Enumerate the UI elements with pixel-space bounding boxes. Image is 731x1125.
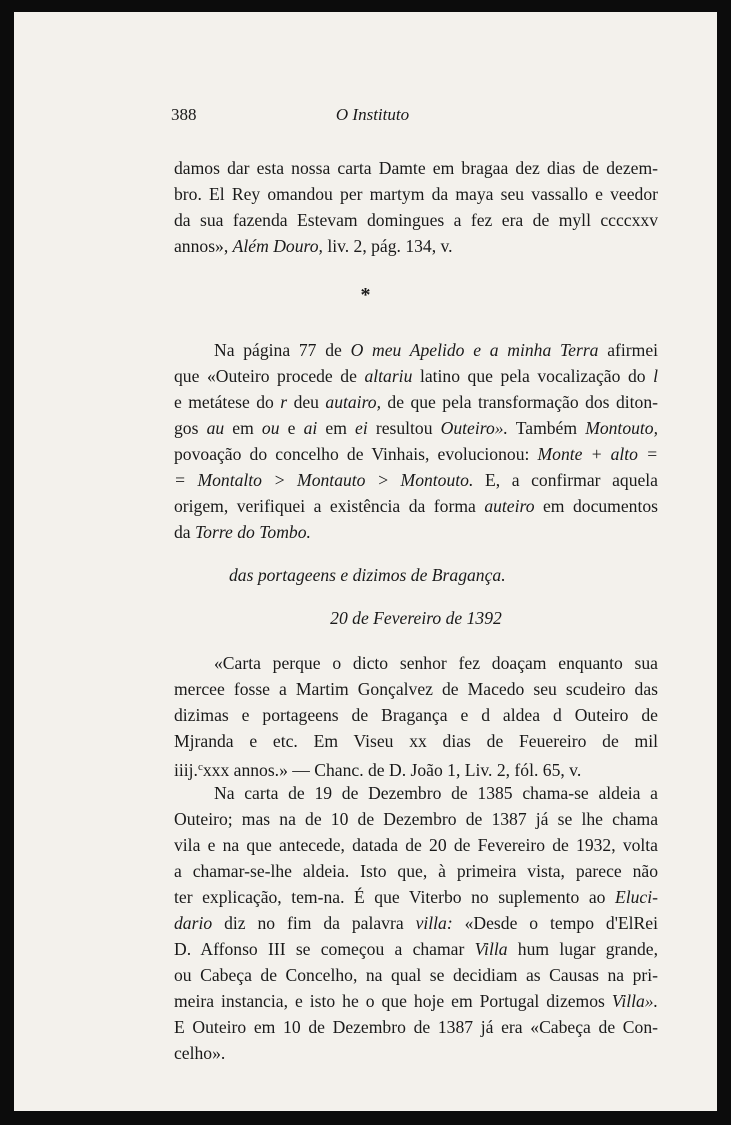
text-span: da	[174, 522, 191, 542]
etymology-formula: Monte + alto =	[537, 444, 658, 464]
section-separator: *	[360, 284, 371, 306]
text-span: em documentos	[543, 496, 659, 516]
text-line: da sua fazenda Estevam domingues a fez era de myll ccccxxv	[174, 210, 658, 230]
text-span: latino que pela vocalização do	[419, 366, 646, 386]
italic-word: Villa».	[611, 991, 658, 1011]
text-line: a chamar-se-lhe aldeia. Isto que, à primeira vista, parece não	[174, 861, 658, 881]
text-line: damos dar esta nossa carta Damte em bragaa dez dias de dezem-	[174, 158, 658, 178]
text-span: povoação do concelho de Vinhais, evolucionou:	[174, 444, 530, 464]
text-span: diz no fim da palavra	[224, 913, 404, 933]
text-span: xxx annos.» — Chanc. de D. João 1, Liv. 2, fól. 65, v.	[202, 760, 582, 780]
italic-word: autairo,	[325, 392, 381, 412]
italic-word: au	[206, 418, 225, 438]
text-line: dizimas e portageens de Bragança e d aldea d Outeiro de	[174, 705, 658, 725]
text-span: afirmei	[607, 340, 659, 360]
page-number: 388	[171, 105, 197, 124]
text-line: celho».	[174, 1043, 226, 1063]
text-span: annos»,	[174, 236, 229, 256]
running-title: O Instituto	[335, 105, 410, 124]
italic-word: ei	[355, 418, 368, 438]
italic-word: Outeiro».	[440, 418, 508, 438]
citation-title: Além Douro,	[232, 236, 323, 256]
text-span: de que pela transformação dos diton-	[387, 392, 658, 412]
text-span: iiij.	[174, 760, 198, 780]
text-span: D. Affonso III se começou a chamar	[174, 939, 465, 959]
text-span: Também	[515, 418, 578, 438]
document-date: 20 de Fevereiro de 1392	[330, 608, 502, 628]
italic-word: ai	[303, 418, 318, 438]
etymology-formula: = Montalto > Montauto > Montouto.	[174, 470, 474, 490]
text-span: meira instancia, e isto he o que hoje em Portugal dizemos	[174, 991, 605, 1011]
text-line: Outeiro; mas na de 10 de Dezembro de 1387 já se lhe chama	[174, 809, 658, 829]
text-line	[174, 442, 658, 466]
superscript: c	[197, 761, 203, 773]
text-line	[174, 390, 658, 414]
italic-word: altariu	[364, 366, 413, 386]
text-line: ou Cabeça de Concelho, na qual se decidiam as Causas na pri-	[174, 965, 658, 985]
text-span: «Desde o tempo d'ElRei	[464, 913, 658, 933]
text-line	[174, 416, 658, 440]
text-line	[174, 520, 658, 544]
italic-word: villa:	[415, 913, 453, 933]
italic-word: dario	[174, 913, 213, 933]
document-subhead: das portageens e dizimos de Bragança.	[229, 565, 506, 585]
text-line: Na carta de 19 de Dezembro de 1385 chama-se aldeia a	[214, 783, 658, 803]
italic-word: auteiro	[484, 496, 535, 516]
text-line	[174, 338, 658, 362]
text-span: origem, verifiquei a existência da forma	[174, 496, 476, 516]
text-line: E Outeiro em 10 de Dezembro de 1387 já era «Cabeça de Con-	[174, 1017, 658, 1037]
text-span: e metátese do	[174, 392, 274, 412]
book-title: O meu Apelido e a minha Terra	[350, 340, 599, 360]
italic-word: Villa	[474, 939, 508, 959]
text-line: bro. El Rey omandou per martym da maya seu vassallo e veedor	[174, 184, 658, 204]
text-span: E, a confirmar aquela	[484, 470, 658, 490]
text-span: e	[287, 418, 296, 438]
italic-word: l	[653, 366, 659, 386]
text-span: deu	[293, 392, 319, 412]
book-page	[14, 12, 717, 1111]
text-span: liv. 2, pág. 134, v.	[327, 236, 453, 256]
italic-word: ou	[261, 418, 280, 438]
text-span: em	[232, 418, 254, 438]
text-span: em	[325, 418, 347, 438]
text-line	[174, 885, 658, 909]
text-line	[174, 911, 658, 935]
italic-word: r	[280, 392, 288, 412]
archive-title: Torre do Tombo.	[195, 522, 311, 542]
text-line	[174, 755, 658, 782]
text-line: Mjranda e etc. Em Viseu xx dias de Feuereiro de mil	[174, 731, 658, 751]
text-span: resultou	[375, 418, 433, 438]
text-span: Na página 77 de	[214, 340, 342, 360]
text-line: vila e na que antecede, datada de 20 de Fevereiro de 1932, volta	[174, 835, 658, 855]
text-span: ter explicação, tem-na. É que Viterbo no suplemento ao	[174, 887, 606, 907]
text-line	[174, 468, 658, 492]
italic-word: Montouto,	[585, 418, 659, 438]
running-header	[171, 105, 574, 131]
text-line	[174, 364, 658, 388]
text-line: mercee fosse a Martim Gonçalvez de Macedo seu scudeiro das	[174, 679, 658, 699]
text-line: «Carta perque o dicto senhor fez doaçam enquanto sua	[214, 653, 658, 673]
text-line	[174, 234, 658, 258]
italic-word: Eluci-	[615, 887, 658, 907]
text-span: que «Outeiro procede de	[174, 366, 357, 386]
text-line	[174, 989, 658, 1013]
text-span: hum lugar grande,	[517, 939, 658, 959]
text-line	[174, 937, 658, 961]
text-line	[174, 494, 658, 518]
text-span: gos	[174, 418, 199, 438]
